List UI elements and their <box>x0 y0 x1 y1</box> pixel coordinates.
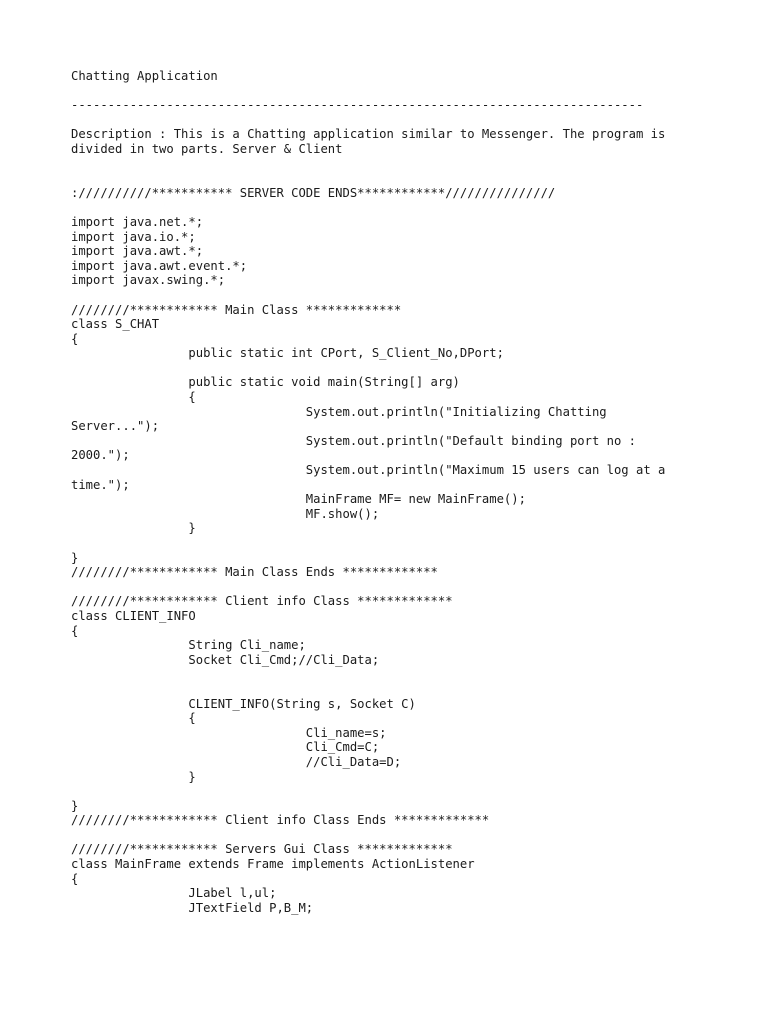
code-line: } <box>71 550 79 565</box>
code-line: Cli_name=s; <box>71 725 387 740</box>
code-line: { <box>71 390 196 405</box>
code-line: import java.io.*; <box>71 229 196 244</box>
code-line: time."); <box>71 477 130 492</box>
code-line <box>71 536 711 551</box>
code-line: class S_CHAT <box>71 317 160 332</box>
code-document <box>71 69 711 915</box>
code-line: import javax.swing.*; <box>71 273 226 288</box>
code-line: Server..."); <box>71 419 160 434</box>
code-line: divided in two parts. Server & Client <box>71 141 343 156</box>
code-line <box>71 113 711 128</box>
code-line: JLabel l,ul; <box>71 886 277 901</box>
code-line: class CLIENT_INFO <box>71 608 196 623</box>
code-line <box>71 288 711 303</box>
code-line <box>71 171 711 186</box>
code-line: System.out.println("Maximum 15 users can log at a <box>71 463 666 478</box>
code-line <box>71 784 711 799</box>
code-line: } <box>71 798 79 813</box>
code-line: MF.show(); <box>71 506 380 521</box>
code-line: import java.awt.event.*; <box>71 258 248 273</box>
code-line <box>71 157 711 172</box>
code-line: 2000."); <box>71 448 130 463</box>
code-line <box>71 200 711 215</box>
code-line <box>71 682 711 697</box>
code-line: CLIENT_INFO(String s, Socket C) <box>71 696 416 711</box>
code-line: JTextField P,B_M; <box>71 900 314 915</box>
code-line: Socket Cli_Cmd;//Cli_Data; <box>71 652 380 667</box>
code-line: ------------------------------------------------------------------------------ <box>71 98 644 113</box>
code-line: class MainFrame extends Frame implements ActionListener <box>71 857 475 872</box>
code-line: Cli_Cmd=C; <box>71 740 380 755</box>
code-line: ////////************ Client info Class Ends ************* <box>71 813 490 828</box>
code-line: ////////************ Client info Class ************* <box>71 594 453 609</box>
code-line: } <box>71 769 196 784</box>
code-line: public static int CPort, S_Client_No,DPort; <box>71 346 504 361</box>
code-line: { <box>71 871 79 886</box>
code-line: MainFrame MF= new MainFrame(); <box>71 492 526 507</box>
code-line: ////////************ Servers Gui Class ************* <box>71 842 453 857</box>
code-line: String Cli_name; <box>71 638 306 653</box>
code-line <box>71 361 711 376</box>
code-line: ////////************ Main Class ************* <box>71 302 402 317</box>
code-line: ://////////*********** SERVER CODE ENDS************/////////////// <box>71 185 556 200</box>
code-line: Chatting Application <box>71 69 218 83</box>
code-line: System.out.println("Initializing Chatting <box>71 404 607 419</box>
code-line: Description : This is a Chatting application similar to Messenger. The program is <box>71 127 666 142</box>
code-line: import java.net.*; <box>71 214 204 229</box>
code-line: //Cli_Data=D; <box>71 754 402 769</box>
code-line: } <box>71 521 196 536</box>
code-line <box>71 667 711 682</box>
code-line: { <box>71 711 196 726</box>
code-line: import java.awt.*; <box>71 244 204 259</box>
code-line: ////////************ Main Class Ends ************* <box>71 565 438 580</box>
code-line <box>71 580 711 595</box>
code-line: { <box>71 331 79 346</box>
code-line <box>71 84 711 99</box>
code-line <box>71 828 711 843</box>
code-line: public static void main(String[] arg) <box>71 375 460 390</box>
code-line: System.out.println("Default binding port no : <box>71 433 636 448</box>
code-line: { <box>71 623 79 638</box>
